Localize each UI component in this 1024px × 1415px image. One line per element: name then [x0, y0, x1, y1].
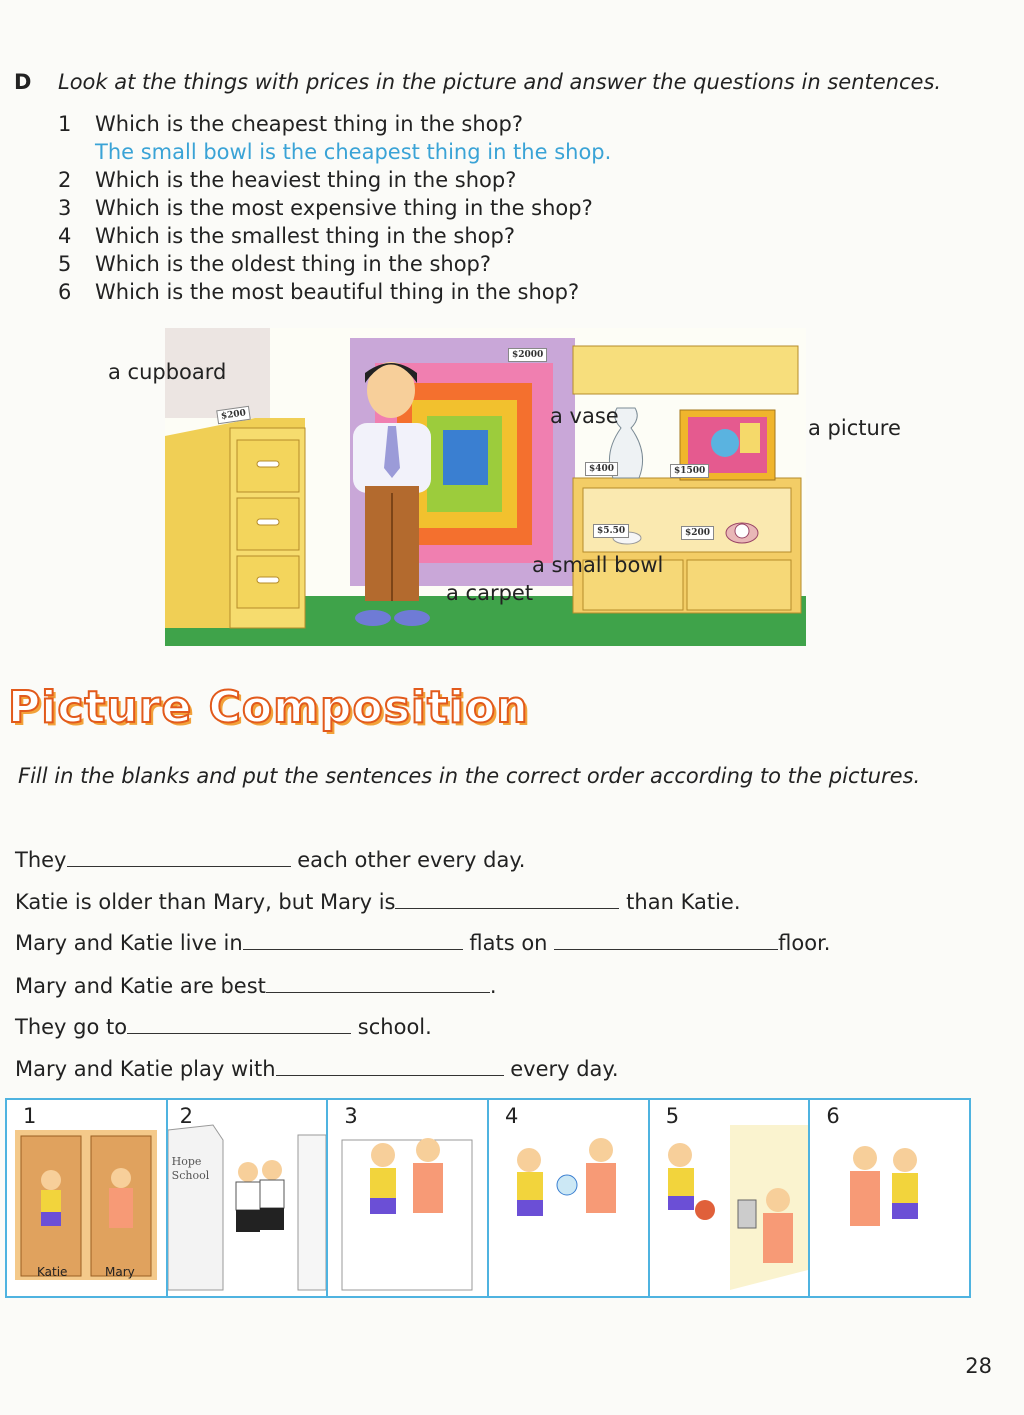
price-tag: $5.50	[593, 524, 629, 538]
answer-blank[interactable]	[67, 846, 291, 867]
price-tag: $200	[681, 526, 714, 540]
answer-blank[interactable]	[395, 888, 619, 909]
label-cupboard: a cupboard	[108, 360, 227, 384]
panel-2-image	[168, 1100, 326, 1296]
question-number: 6	[58, 280, 72, 304]
question-number: 2	[58, 168, 72, 192]
label-picture: a picture	[808, 416, 901, 440]
price-tag: $200	[216, 406, 251, 424]
question-item	[58, 194, 611, 222]
panel-3-image	[328, 1100, 486, 1296]
panel-number: 4	[505, 1104, 519, 1128]
question-text: Which is the most beautiful thing in the shop?	[95, 280, 580, 304]
panel-5-image	[650, 1100, 808, 1296]
section-d-instruction: Look at the things with prices in the picture and answer the questions in sentences.	[58, 70, 942, 94]
panel-4	[489, 1100, 650, 1296]
panel-number: 5	[665, 1104, 680, 1128]
panel-6-image	[810, 1100, 968, 1296]
question-item	[58, 166, 611, 194]
answer-blank[interactable]	[276, 1055, 504, 1076]
question-number: 1	[58, 112, 72, 136]
clock-image	[726, 523, 758, 543]
fill-blank-sentence: They go to school.	[15, 1015, 432, 1039]
panel-6	[810, 1100, 969, 1296]
panel-5	[650, 1100, 811, 1296]
cupboard-image	[165, 418, 305, 628]
label-vase: a vase	[550, 404, 619, 428]
fill-blank-sentence: Mary and Katie live in flats on floor.	[15, 931, 831, 955]
label-small-bowl: a small bowl	[532, 553, 664, 577]
price-tag: $400	[585, 462, 618, 476]
panel-3	[328, 1100, 489, 1296]
section-title: Picture Composition	[8, 682, 529, 733]
question-text: Which is the oldest thing in the shop?	[95, 252, 492, 276]
question-text: Which is the cheapest thing in the shop?	[95, 112, 523, 136]
panel-number: 1	[23, 1104, 37, 1128]
question-text: Which is the most expensive thing in the shop?	[95, 196, 593, 220]
section-letter: D	[14, 70, 32, 94]
question-item	[58, 110, 611, 138]
fill-blank-sentence: Mary and Katie are best .	[15, 974, 497, 998]
fill-blank-sentence: They each other every day.	[15, 848, 526, 872]
panel-number: 3	[344, 1104, 358, 1128]
panel-4-image	[489, 1100, 647, 1296]
page-number: 28	[965, 1354, 992, 1378]
panel-1	[7, 1100, 168, 1296]
name-label-katie: Katie	[37, 1265, 68, 1279]
name-label-mary: Mary	[105, 1265, 135, 1279]
question-text: Which is the heaviest thing in the shop?	[95, 168, 517, 192]
question-item	[58, 250, 611, 278]
question-number: 5	[58, 252, 72, 276]
price-tag: $2000	[508, 348, 547, 362]
question-text: Which is the smallest thing in the shop?	[95, 224, 515, 248]
fill-blank-sentence: Katie is older than Mary, but Mary is than Katie.	[15, 890, 741, 914]
picture-panels	[5, 1098, 971, 1298]
price-tag: $1500	[670, 464, 709, 478]
question-item	[58, 222, 611, 250]
panel-1-image	[7, 1100, 165, 1296]
answer-blank[interactable]	[554, 929, 778, 950]
panel-2	[168, 1100, 329, 1296]
example-answer: The small bowl is the cheapest thing in the shop.	[95, 140, 612, 164]
panel-number: 2	[179, 1104, 194, 1128]
question-list	[58, 110, 611, 306]
question-number: 3	[58, 196, 72, 220]
fill-blank-sentence: Mary and Katie play with every day.	[15, 1057, 619, 1081]
panel-number: 6	[826, 1104, 840, 1128]
school-sign: Hope School	[171, 1155, 210, 1182]
question-item	[58, 278, 611, 306]
label-carpet: a carpet	[446, 581, 534, 605]
question-number: 4	[58, 224, 72, 248]
answer-blank[interactable]	[127, 1013, 351, 1034]
answer-blank[interactable]	[243, 929, 463, 950]
sideboard-image	[573, 478, 801, 613]
composition-instruction: Fill in the blanks and put the sentences in the correct order according to the pictures.	[18, 764, 921, 788]
answer-blank[interactable]	[266, 972, 490, 993]
